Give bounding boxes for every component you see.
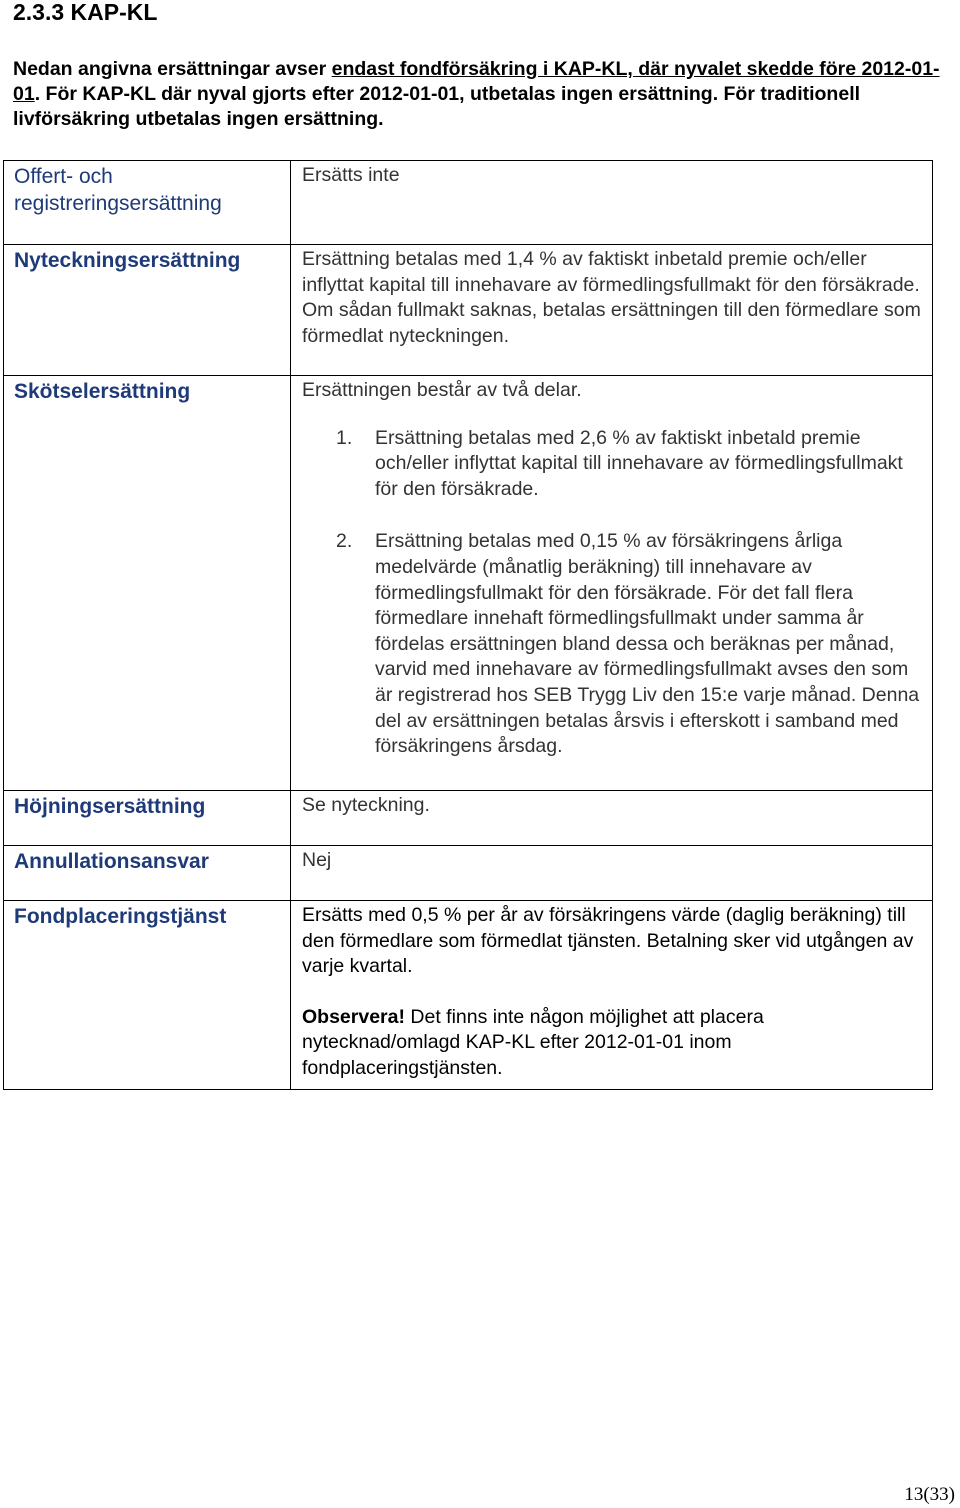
list-item-text: Ersättning betalas med 0,15 % av försäkringens årliga medelvärde (månatlig beräkning) till innehavare av förmedlingsfullmakt för den försäkrade. För det fall flera förmedlare innehaft förmedlingsfullmakt under samma år fördelas ersättningen bland dessa och beräknas per månad, varvid med innehavare av förmedlingsfullmakt avses den som är registrerad hos SEB Trygg Liv den 15:e varje månad. Denna del av ersättningen betalas årsvis i efterskott i samband med försäkringens årsdag. [375, 530, 920, 758]
row-value-cell [291, 846, 933, 901]
row-label-cell [4, 791, 291, 846]
row-label: Höjningsersättning [14, 795, 206, 818]
row-label: Offert- och registreringsersättning [14, 165, 222, 215]
table-row [4, 846, 933, 901]
note-text: Det finns inte någon möjlighet att placera nytecknad/omlagd KAP-KL efter 2012-01-01 inom fondplaceringstjänsten. [302, 1005, 764, 1079]
row-value-cell [291, 376, 933, 791]
row-label: Nyteckningsersättning [14, 249, 241, 272]
row-content [291, 376, 932, 788]
row-value-cell [291, 161, 933, 245]
note-bold-label: Observera! [302, 1005, 405, 1028]
row-label: Skötselersättning [14, 380, 191, 403]
section-heading: 2.3.3 KAP-KL [13, 0, 158, 25]
list-item-text: Ersättning betalas med 2,6 % av faktiskt inbetald premie och/eller inflyttat kapital till innehavare av förmedlingsfullmakt för den försäkrade. [375, 426, 903, 500]
list-item [302, 426, 921, 503]
compensation-table [3, 160, 933, 1090]
row-label: Fondplaceringstjänst [14, 905, 227, 928]
row-text: Ersättning betalas med 1,4 % av faktiskt inbetald premie och/eller inflyttat kapital till innehavare av förmedlingsfullmakt för den försäkrade. Om sådan fullmakt saknas, betalas ersättningen till den förmedlare som förmedlat nyteckningen. [302, 248, 921, 347]
row-text: Se nyteckning. [302, 794, 430, 816]
intro-underlined: endast fondförsäkring i KAP-KL, där nyvalet skedde före 2012-01-01 [13, 58, 940, 105]
row-label: Annullationsansvar [14, 850, 209, 873]
table-row [4, 161, 933, 245]
row-content [291, 901, 932, 1083]
intro-part2: . För KAP-KL där nyval gjorts efter 2012-01-01, utbetalas ingen ersättning. För traditionell livförsäkring utbetalas ingen ersättning. [13, 83, 861, 130]
row-text: Ersätts inte [302, 164, 400, 186]
row-value-cell [291, 791, 933, 846]
intro-part1: Nedan angivna ersättningar avser [13, 58, 332, 80]
table-row [4, 376, 933, 791]
table-row [4, 901, 933, 1090]
note-paragraph [302, 1005, 921, 1082]
list-item [302, 529, 921, 759]
row-text: Ersätts med 0,5 % per år av försäkringens värde (daglig beräkning) till den förmedlare som förmedlat tjänsten. Betalning sker vid utgången av varje kvartal. [302, 904, 914, 978]
row-label-cell [4, 161, 291, 245]
list-item-number: 1. [336, 426, 353, 449]
page-number: 13(33) [904, 1484, 955, 1505]
table-row [4, 245, 933, 376]
row-text: Nej [302, 849, 332, 871]
row-value-cell [291, 245, 933, 376]
table-row [4, 791, 933, 846]
row-label-cell [4, 846, 291, 901]
row-label-cell [4, 245, 291, 376]
sub-item-list [302, 426, 921, 760]
row-value-cell [291, 901, 933, 1090]
row-label-cell [4, 901, 291, 1090]
list-item-number: 2. [336, 530, 353, 553]
intro-paragraph [13, 57, 948, 132]
row-text: Ersättningen består av två delar. [302, 379, 582, 401]
row-label-cell [4, 376, 291, 791]
